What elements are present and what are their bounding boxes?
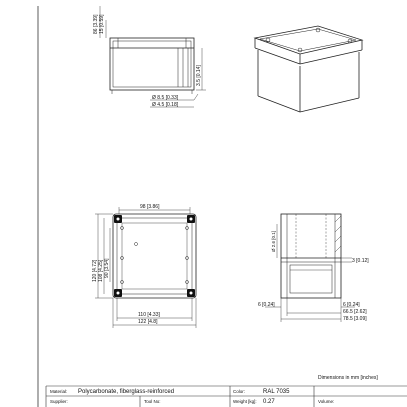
dim-hole-8-5: Ø 8.5 [0.33] (152, 95, 179, 101)
dim-hole-4-5: Ø 4.5 [0.18] (152, 102, 179, 108)
dim-height-120: 120 [4.72] (92, 259, 98, 282)
dim-width-110: 110 [4.33] (138, 312, 160, 318)
dim-width-122: 122 [4.8] (138, 319, 158, 325)
dim-d-6-left: 6 [0.24] (258, 302, 275, 308)
volume-label: Volume: (318, 399, 335, 404)
supplier-label: Supplier: (50, 399, 68, 404)
material-label: Material: (50, 389, 68, 394)
color-label: Color: (233, 389, 246, 394)
dim-3-5: 3.5 [0.14] (196, 65, 202, 86)
side-view (265, 214, 355, 322)
corner-screws (114, 215, 195, 297)
dim-height-lid: 15 [0.59] (99, 14, 105, 34)
weight-value: 0.27 (263, 399, 275, 405)
tool-label: Tool No: (144, 399, 161, 404)
dim-width-98: 98 [3.86] (140, 204, 160, 210)
isometric-view (255, 26, 362, 112)
dimensions-note: Dimensions in mm [inches] (318, 375, 378, 381)
dim-d-78-5: 78.5 [3.09] (343, 316, 367, 322)
material-value: Polycarbonate, fiberglass-reinforced (78, 389, 175, 395)
color-value: RAL 7035 (263, 389, 290, 395)
top-view (100, 6, 206, 107)
weight-label: Weight [kg]: (233, 399, 257, 404)
dim-height-108: 108 [4.25] (98, 259, 104, 282)
dim-d-6-right: 6 [0.24] (343, 302, 360, 308)
dim-d-66-5: 66.5 [2.62] (343, 309, 367, 315)
dim-d-3: 3 [0.12] (352, 258, 369, 264)
front-view (95, 207, 196, 328)
dim-height-total: 86 [3.39] (93, 14, 99, 34)
dim-d-2-6: Ø 2.6 [0.1] (271, 230, 276, 252)
dim-height-90: 90 [3.54] (104, 258, 110, 278)
